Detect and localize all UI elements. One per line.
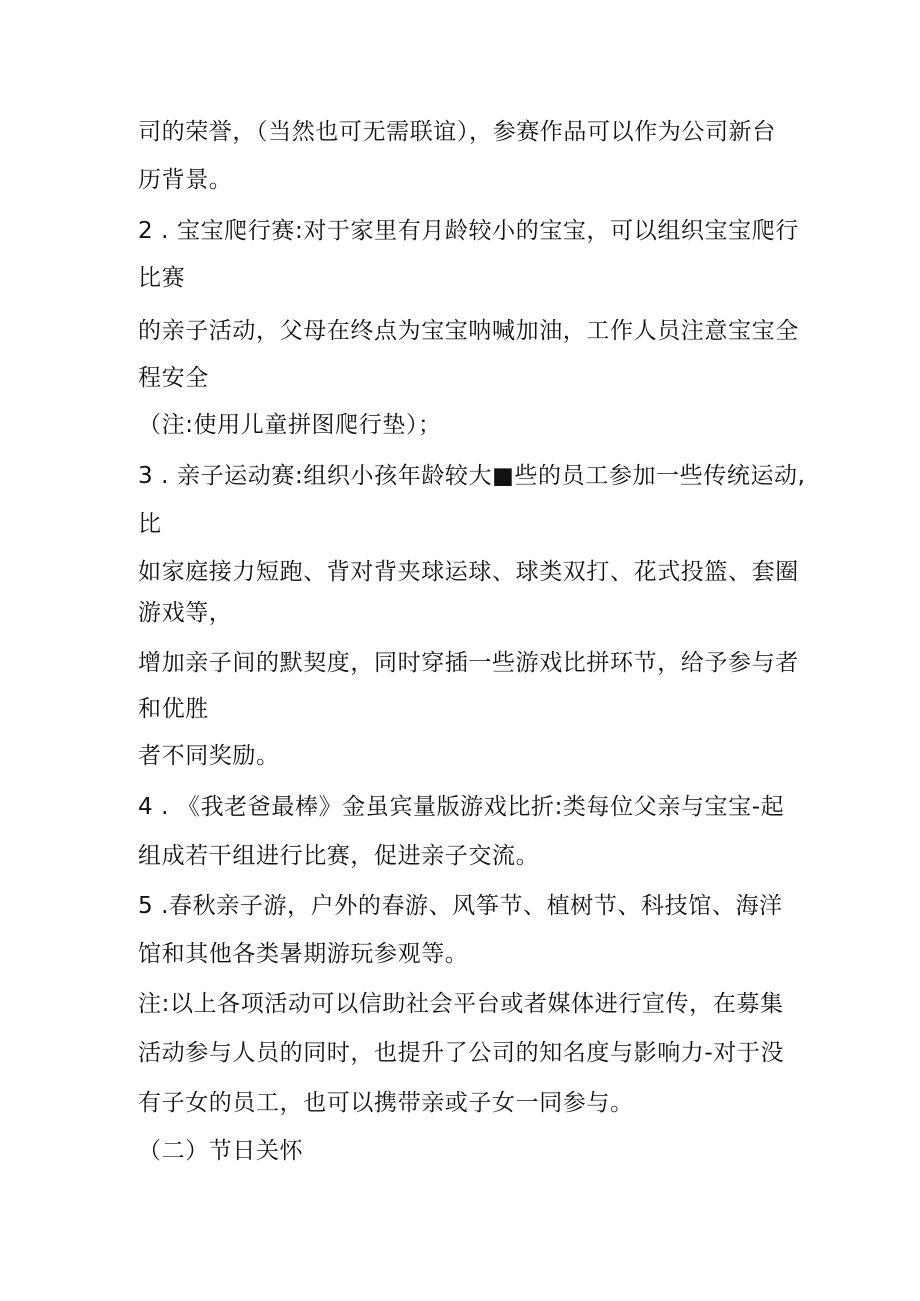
text-line: 司的荣誉，（当然也可无需联谊），参赛作品可以作为公司新台 <box>138 119 776 145</box>
text-line: 和优胜 <box>138 696 209 722</box>
text-line: 活动参与人员的同时，也提升了公司的知名度与影响力-对于没 <box>138 1040 785 1066</box>
text-line: 程安全 <box>138 365 209 391</box>
text-line: 如家庭接力短跑、背对背夹球运球、球类双打、花式投篮、套圈 <box>138 559 799 585</box>
text-line: 3 . 亲子运动赛:组织小孩年龄较大■些的员工参加一些传统运动, <box>138 463 806 489</box>
text-line: 组成若干组进行比赛，促进亲子交流。 <box>138 843 540 869</box>
text-line: 的亲子活动，父母在终点为宝宝呐喊加油，工作人员注意宝宝全 <box>138 318 799 344</box>
text-line: 游戏等， <box>138 600 233 626</box>
text-line: 4 . 《我老爸最棒》金虽宾量版游戏比折:类每位父亲与宝宝-起 <box>138 794 785 820</box>
text-line: 馆和其他各类暑期游玩参观等。 <box>138 941 469 967</box>
text-line: 有子女的员工，也可以携带亲或子女一同参与。 <box>138 1090 634 1116</box>
section-heading: （二）节日关怀 <box>138 1138 304 1164</box>
text-line: 5 .春秋亲子游，户外的春游、风筝节、植树节、科技馆、海洋 <box>138 893 783 919</box>
text-line: 比赛 <box>138 265 186 291</box>
text-line: 历背景。 <box>138 167 233 193</box>
text-line: 增加亲子间的默契度，同时穿插一些游戏比拼环节，给予参与者 <box>138 650 799 676</box>
text-line: （注:使用儿童拼图爬行垫）； <box>138 412 442 438</box>
text-line: 2 . 宝宝爬行赛:对于家里有月龄较小的宝宝，可以组织宝宝爬行 <box>138 218 799 244</box>
text-line: 者不同奖励。 <box>138 743 280 769</box>
text-line: 注:以上各项活动可以信助社会平台或者媒体进行宣传，在募集 <box>138 991 784 1017</box>
text-line: 比 <box>138 511 162 537</box>
